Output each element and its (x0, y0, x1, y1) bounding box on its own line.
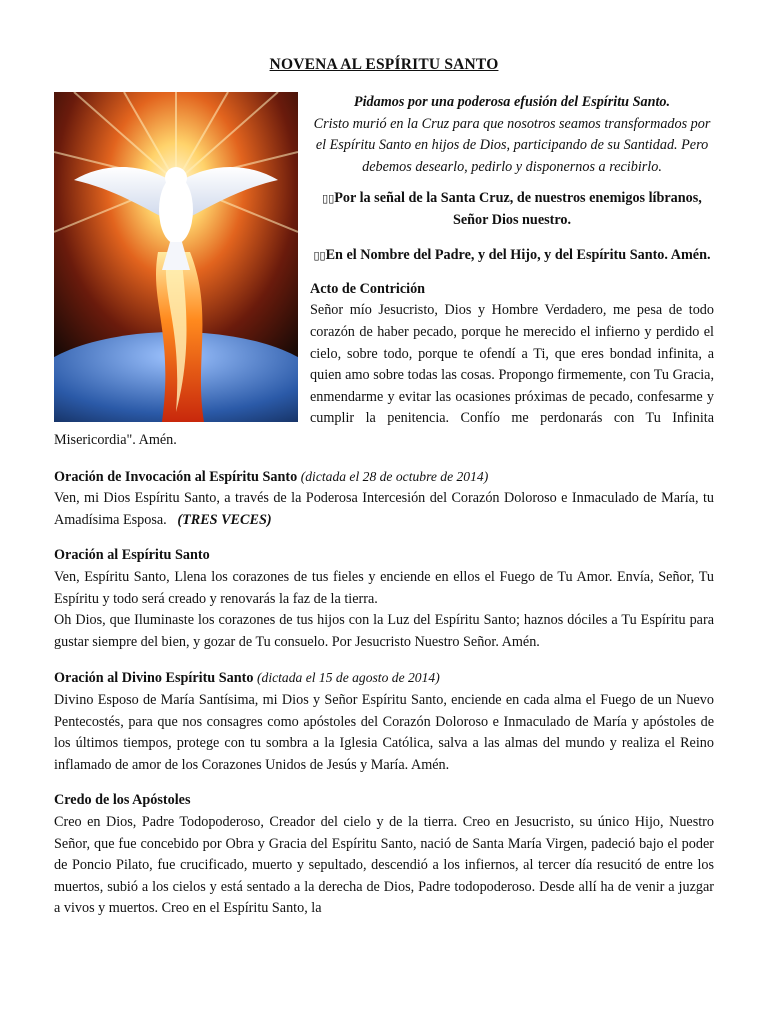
intro-block (310, 92, 714, 178)
apostles-creed-section (54, 790, 714, 920)
divine-spirit-date-note: (dictada el 15 de agosto de 2014) (257, 670, 440, 686)
invocation-repeat-note: (TRES VECES) (177, 511, 272, 528)
invocation-date-note: (dictada el 28 de octubre de 2014) (300, 468, 489, 484)
act-of-contrition-text: Señor mío Jesucristo, Dios y Hombre Verdadero, me pesa de todo corazón de haber pecado, porque he merecido el infierno y perdido el cielo, sobre todo, porque te ofendí a Ti, que eres bondad infinita, a quien amo sobre todas las cosas. Propongo firmemente, con Tu Gracia, enmendarme y evitar las ocasiones próximas de pecado, confesarme y cumplir la penitencia. Confío me perdonarás con Tu Infinita Misericordia". Amén. (54, 302, 714, 449)
divine-spirit-text: Divino Esposo de María Santísima, mi Dios y Señor Espíritu Santo, enciende en cada alma el Fuego de un Nuevo Pentecostés, para que nos consagres como apóstoles del Corazón Doloroso e Inmaculado de María y apóstoles de los últimos tiempos, protege con tu sombra a la Iglesia Católica, salva a las almas del mundo y realiza el Reino inflamado de amor de los Corazones Unidos de Jesús y María. Amén. (54, 691, 714, 773)
intro-lead: Pidamos por una poderosa efusión del Espíritu Santo. (353, 94, 671, 110)
sign-of-cross-prayer (310, 188, 714, 231)
in-name-prayer (310, 245, 714, 267)
invocation-section (54, 466, 714, 532)
missing-glyph-icon: ▯▯ (322, 192, 335, 206)
apostles-creed-heading: Credo de los Apóstoles (54, 792, 191, 809)
prayer-holy-spirit-section (54, 545, 714, 653)
prayer-holy-spirit-text-1: Ven, Espíritu Santo, Llena los corazones de tus fieles y enciende en ellos el Fuego de Tu Amor. Envía, Señor, Tu Espíritu y todo será creado y renovarás la faz de la tierra. (54, 569, 714, 607)
in-name-text: En el Nombre del Padre, y del Hijo, y del Espíritu Santo. Amén. (325, 247, 711, 264)
missing-glyph-icon: ▯▯ (313, 249, 326, 263)
prayer-holy-spirit-text-2: Oh Dios, que Iluminaste los corazones de tus hijos con la Luz del Espíritu Santo; haznos dóciles a Tu Espíritu para gustar siempre del bien, y gozar de Tu consuelo. Por Jesucristo Nuestro Señor. Amén. (54, 612, 714, 650)
dove-illustration (54, 92, 298, 422)
divine-spirit-heading: Oración al Divino Espíritu Santo (54, 670, 254, 687)
intro-body: Cristo murió en la Cruz para que nosotros seamos transformados por el Espíritu Santo en hijos de Dios, participando de su Santidad. Pero debemos desearlo, pedirlo y disponernos a recibirlo. (313, 115, 711, 175)
page-title: NOVENA AL ESPÍRITU SANTO (269, 56, 499, 73)
invocation-heading: Oración de Invocación al Espíritu Santo (54, 468, 298, 485)
sign-of-cross-text: Por la señal de la Santa Cruz, de nuestros enemigos líbranos, Señor Dios nuestro. (334, 190, 702, 228)
apostles-creed-text: Creo en Dios, Padre Todopoderoso, Creador del cielo y de la tierra. Creo en Jesucristo, su único Hijo, Nuestro Señor, que fue concebido por Obra y Gracia del Espíritu Santo, nació de Santa María Virgen, padeció bajo el poder de Poncio Pilato, fue crucificado, muerto y sepultado, descendió a los infiernos, al tercer día resucitó de entre los muertos, subió a los cielos y está sentado a la derecha de Dios, Padre todopoderoso. Desde allí ha de venir a juzgar a vivos y muertos. Creo en el Espíritu Santo, la (54, 813, 714, 917)
invocation-text: Ven, mi Dios Espíritu Santo, a través de la Poderosa Intercesión del Corazón Doloroso e Inmaculado de María, tu Amadísima Esposa. (54, 490, 714, 528)
prayer-holy-spirit-heading: Oración al Espíritu Santo (54, 547, 210, 564)
divine-spirit-section (54, 667, 714, 776)
act-of-contrition-heading: Acto de Contrición (310, 280, 426, 297)
holy-spirit-dove-image (54, 92, 298, 422)
